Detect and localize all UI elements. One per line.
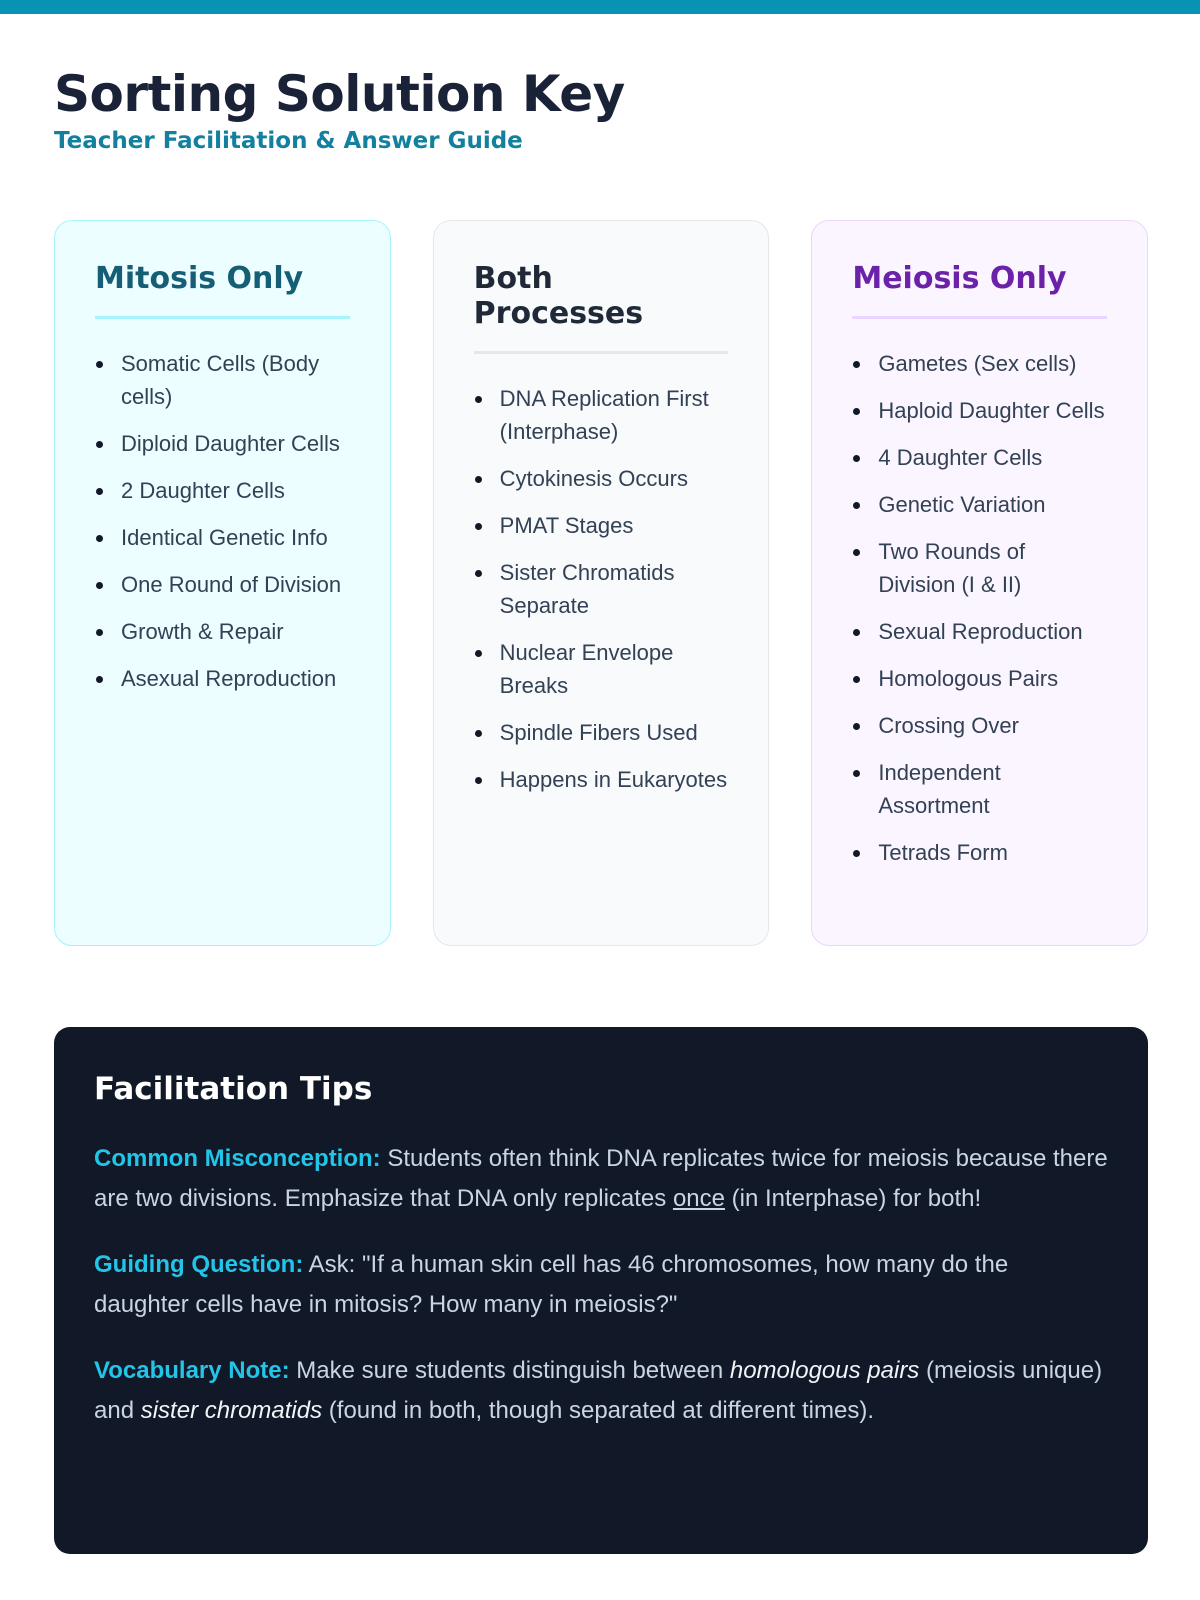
sorting-columns bbox=[54, 220, 1148, 946]
mitosis-list bbox=[95, 347, 350, 695]
tip-text: Students often think DNA replicates twice for meiosis because there are two divisions. Emphasize that DNA only replicates bbox=[94, 1145, 1108, 1212]
meiosis-list bbox=[852, 347, 1107, 869]
list-item: Tetrads Form bbox=[852, 836, 1107, 869]
list-item: Nuclear Envelope Breaks bbox=[474, 636, 729, 702]
facilitation-tips-panel bbox=[54, 1027, 1148, 1554]
tip-label: Common Misconception: bbox=[94, 1145, 381, 1172]
list-item: Somatic Cells (Body cells) bbox=[95, 347, 350, 413]
page-subtitle: Teacher Facilitation & Answer Guide bbox=[54, 128, 523, 154]
tip-misconception bbox=[94, 1139, 1108, 1219]
tip-text: Make sure students distinguish between bbox=[289, 1357, 730, 1384]
list-item: DNA Replication First (Interphase) bbox=[474, 382, 729, 448]
tip-emphasis: once bbox=[672, 1185, 725, 1212]
list-item: Asexual Reproduction bbox=[95, 662, 350, 695]
list-item: Crossing Over bbox=[852, 709, 1107, 742]
list-item: Cytokinesis Occurs bbox=[474, 462, 729, 495]
tip-text: (meiosis unique) and bbox=[94, 1357, 1103, 1424]
page-header bbox=[54, 64, 625, 154]
list-item: Independent Assortment bbox=[852, 756, 1107, 822]
list-item: Gametes (Sex cells) bbox=[852, 347, 1107, 380]
list-item: 4 Daughter Cells bbox=[852, 441, 1107, 474]
list-item: Haploid Daughter Cells bbox=[852, 394, 1107, 427]
both-processes-card bbox=[433, 220, 770, 946]
tip-label: Guiding Question: bbox=[94, 1251, 304, 1278]
list-item: Sexual Reproduction bbox=[852, 615, 1107, 648]
list-item: Growth & Repair bbox=[95, 615, 350, 648]
tip-guiding-question bbox=[94, 1245, 1108, 1325]
both-card-title: Both Processes bbox=[474, 261, 729, 354]
tip-term: sister chromatids bbox=[140, 1397, 323, 1424]
tip-text: (found in both, though separated at different times). bbox=[322, 1397, 875, 1424]
tip-label: Vocabulary Note: bbox=[94, 1357, 290, 1384]
both-list bbox=[474, 382, 729, 796]
page-title: Sorting Solution Key bbox=[54, 65, 625, 123]
tip-vocabulary-note bbox=[94, 1351, 1108, 1431]
top-accent-bar bbox=[0, 0, 1200, 14]
tips-title: Facilitation Tips bbox=[94, 1071, 373, 1107]
tip-text: Ask: "If a human skin cell has 46 chromosomes, how many do the daughter cells have in mitosis? How many in meiosis?" bbox=[94, 1251, 1009, 1318]
list-item: Sister Chromatids Separate bbox=[474, 556, 729, 622]
list-item: Genetic Variation bbox=[852, 488, 1107, 521]
mitosis-only-card bbox=[54, 220, 391, 946]
list-item: Identical Genetic Info bbox=[95, 521, 350, 554]
list-item: Happens in Eukaryotes bbox=[474, 763, 729, 796]
meiosis-only-card bbox=[811, 220, 1148, 946]
meiosis-card-title: Meiosis Only bbox=[852, 261, 1107, 319]
list-item: Two Rounds of Division (I & II) bbox=[852, 535, 1107, 601]
list-item: Homologous Pairs bbox=[852, 662, 1107, 695]
list-item: One Round of Division bbox=[95, 568, 350, 601]
list-item: PMAT Stages bbox=[474, 509, 729, 542]
tip-text: (in Interphase) for both! bbox=[724, 1185, 982, 1212]
list-item: Spindle Fibers Used bbox=[474, 716, 729, 749]
list-item: Diploid Daughter Cells bbox=[95, 427, 350, 460]
mitosis-card-title: Mitosis Only bbox=[95, 261, 350, 319]
tip-term: homologous pairs bbox=[729, 1357, 920, 1384]
list-item: 2 Daughter Cells bbox=[95, 474, 350, 507]
